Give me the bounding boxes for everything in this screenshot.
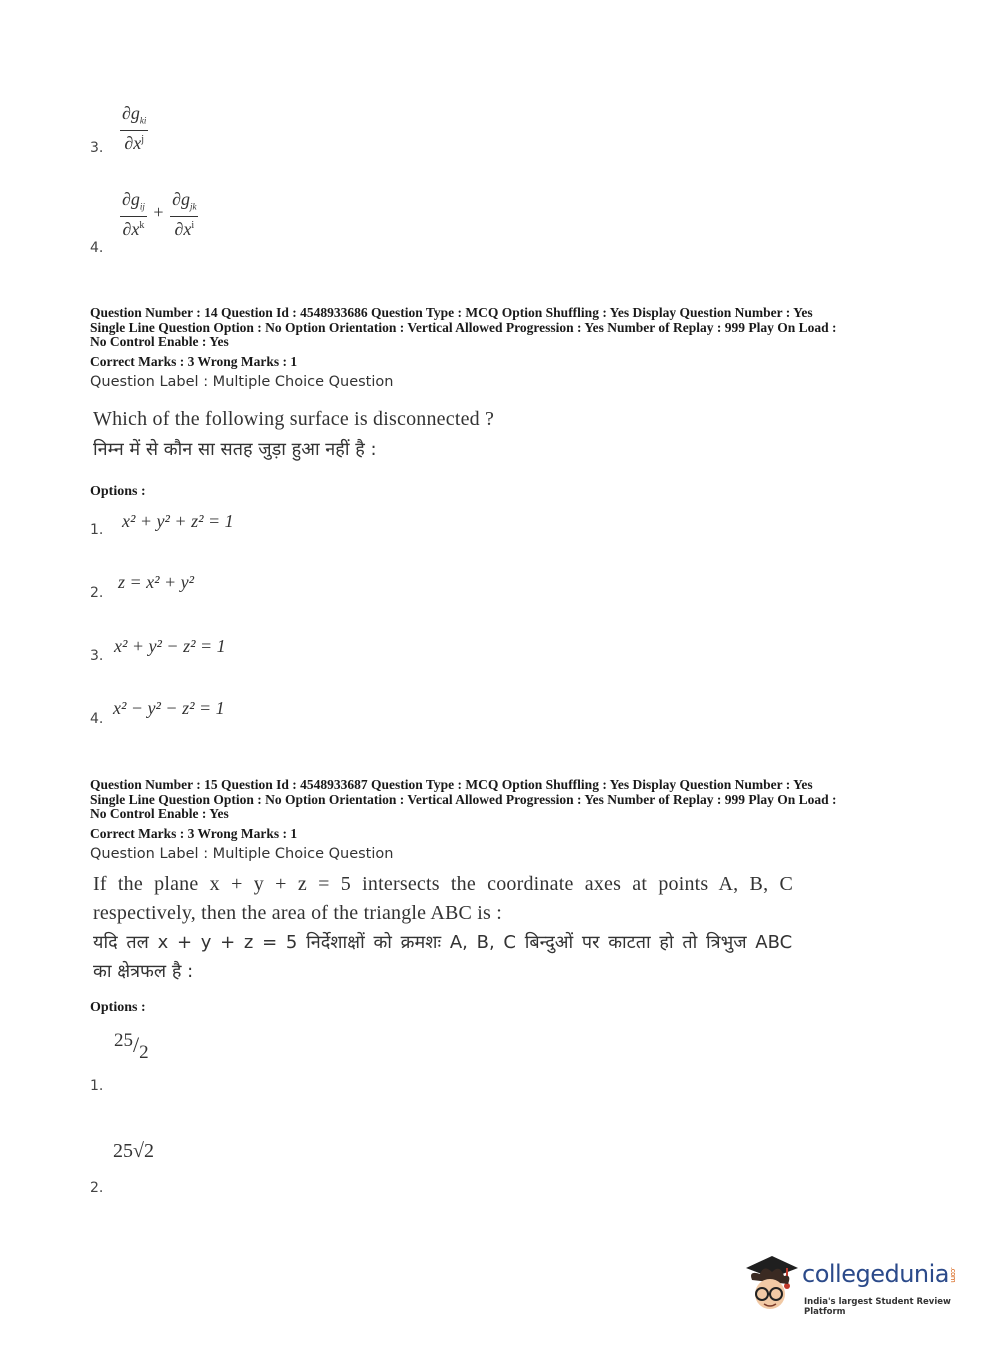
q14-marks: Correct Marks : 3 Wrong Marks : 1 [90,354,298,369]
q15-option-1-expression: 25/2 [114,1030,149,1063]
q14-meta-line3: No Control Enable : Yes [90,334,229,349]
q14-text-english: Which of the following surface is disconnected ? [93,408,495,430]
q14-meta-line2: Single Line Question Option : No Option Orientation : Vertical Allowed Progression : Yes Number of Replay : 999 Play On Load : [90,319,837,335]
q14-option-4-expression: x² − y² − z² = 1 [113,698,225,718]
q14-option-1-number: 1. [90,522,104,538]
collegedunia-logo [742,1250,972,1320]
q14-option-2-number: 2. [90,585,104,601]
q15-option-2-expression: 25√2 [113,1140,154,1162]
q15-text-hindi-line2: का क्षेत्रफल है : [93,961,194,982]
q14-meta-line1: Question Number : 14 Question Id : 4548933686 Question Type : MCQ Option Shuffling : Yes Display Question Number : Yes [90,305,813,320]
q14-option-1-expression: x² + y² + z² = 1 [122,511,234,531]
q15-option-1-number: 1. [90,1078,104,1094]
q14-metadata [90,306,920,350]
q14-label: Question Label : Multiple Choice Question [90,374,394,390]
q15-metadata [90,778,920,822]
q15-option-2-number: 2. [90,1180,104,1196]
prev-option-4-number: 4. [90,240,104,256]
q14-options-title: Options : [90,484,146,499]
q15-text-hindi-line1: यदि तल x + y + z = 5 निर्देशाक्षों को क्रमशः A, B, C बिन्दुओं पर काटता हो तो त्रिभुज ABC [93,932,793,953]
q15-label: Question Label : Multiple Choice Question [90,846,394,862]
prev-option-3-number: 3. [90,140,104,156]
logo-tagline: India's largest Student Review Platform [804,1297,951,1317]
q14-option-3-expression: x² + y² − z² = 1 [114,636,226,656]
q15-meta-line2: Single Line Question Option : No Option Orientation : Vertical Allowed Progression : Yes Number of Replay : 999 Play On Load : [90,791,837,807]
q14-option-4-number: 4. [90,711,104,727]
q15-meta-line1: Question Number : 15 Question Id : 4548933687 Question Type : MCQ Option Shuffling : Yes Display Question Number : Yes [90,777,813,792]
q15-text-english-line1: If the plane x + y + z = 5 intersects the coordinate axes at points A, B, C [93,873,794,895]
q15-text-english-line2: respectively, then the area of the triangle ABC is : [93,902,502,924]
mascot-icon [742,1250,800,1320]
q14-option-2-expression: z = x² + y² [118,572,195,592]
q15-meta-line3: No Control Enable : Yes [90,806,229,821]
q15-options-title: Options : [90,1000,146,1015]
q15-marks: Correct Marks : 3 Wrong Marks : 1 [90,826,298,841]
logo-name: collegedunia.com [802,1260,958,1288]
prev-option-3-expression: $\frac{\partial g_{ki}}{\partial x^j}$ [122,103,147,153]
q14-text-hindi: निम्न में से कौन सा सतह जुड़ा हुआ नहीं है : [93,439,377,460]
q14-option-3-number: 3. [90,648,104,664]
prev-option-4-expression: $\frac{\partial g_{ij}}{\partial x^k}$ + $\frac{\partial g_{jk}}{\partial x^i}$ [122,189,197,239]
